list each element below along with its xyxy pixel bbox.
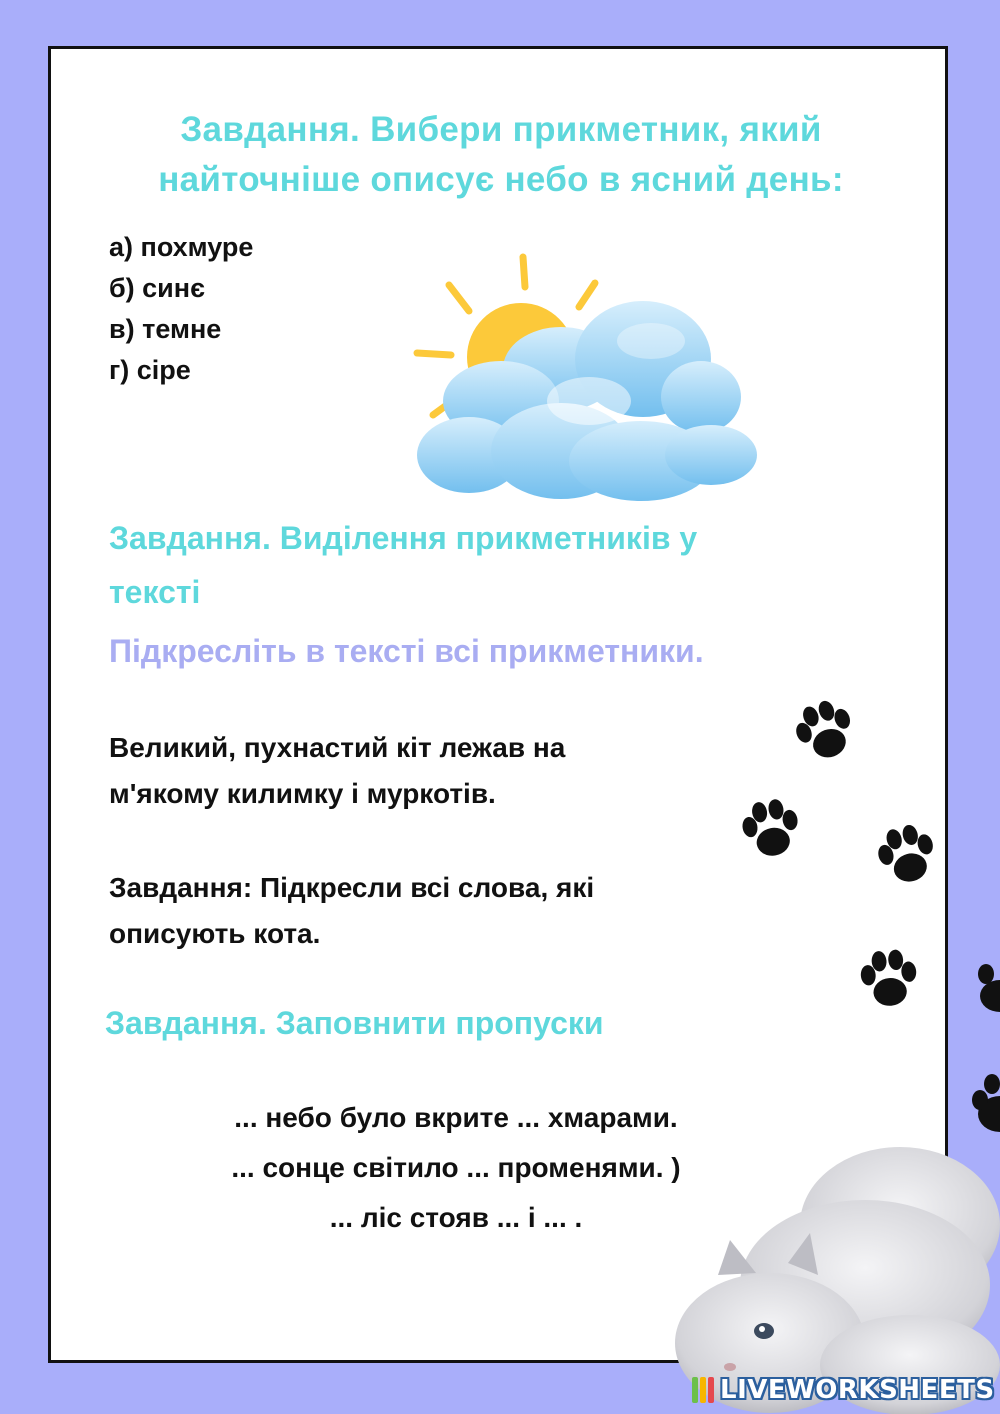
task3-title: Завдання. Заповнити пропуски bbox=[105, 1005, 604, 1041]
task2-instruction: Підкресліть в тексті всі прикметники. bbox=[109, 633, 704, 669]
fill-line-3[interactable]: ... ліс стояв ... і ... . bbox=[329, 1202, 583, 1233]
cat-paragraph-line2[interactable]: м'якому килимку і муркотів. bbox=[109, 778, 496, 809]
task1-title-line1: Завдання. Вибери прикметник, який bbox=[180, 110, 822, 149]
underline-task bbox=[109, 865, 749, 957]
watermark-text: LIVEWORKSHEETS bbox=[720, 1375, 995, 1405]
task2-title-line2: тексті bbox=[109, 574, 201, 610]
option-d[interactable]: г) сіре bbox=[109, 355, 191, 385]
option-a[interactable]: а) похмуре bbox=[109, 232, 254, 262]
cat-paragraph-line1[interactable]: Великий, пухнастий кіт лежав на bbox=[109, 732, 566, 763]
task1-title bbox=[51, 105, 951, 205]
paw-print-icon bbox=[972, 960, 1000, 1020]
fill-line-1[interactable]: ... небо було вкрите ... хмарами. bbox=[234, 1102, 678, 1133]
liveworksheets-logo-icon bbox=[692, 1375, 716, 1405]
underline-task-line2: описують кота. bbox=[109, 918, 321, 949]
option-b[interactable]: б) синє bbox=[109, 273, 206, 303]
answer-options bbox=[109, 227, 253, 391]
underline-task-line1: Завдання: Підкресли всі слова, які bbox=[109, 872, 595, 903]
cat-paragraph bbox=[109, 725, 749, 817]
paw-print-icon bbox=[734, 792, 808, 866]
fill-line-2[interactable]: ... сонце світило ... променями. ) bbox=[231, 1152, 681, 1183]
task2-title-line1: Завдання. Виділення прикметників у bbox=[109, 520, 698, 556]
paw-print-icon bbox=[966, 1072, 1000, 1144]
paw-print-icon bbox=[852, 942, 926, 1016]
sun-cloud-icon bbox=[411, 249, 771, 519]
paw-print-icon bbox=[870, 818, 944, 892]
task2-title bbox=[109, 511, 909, 619]
option-c[interactable]: в) темне bbox=[109, 314, 222, 344]
paw-print-icon bbox=[788, 694, 862, 768]
watermark bbox=[692, 1370, 995, 1410]
task1-title-line2: найточніше описує небо в ясний день: bbox=[158, 160, 844, 199]
